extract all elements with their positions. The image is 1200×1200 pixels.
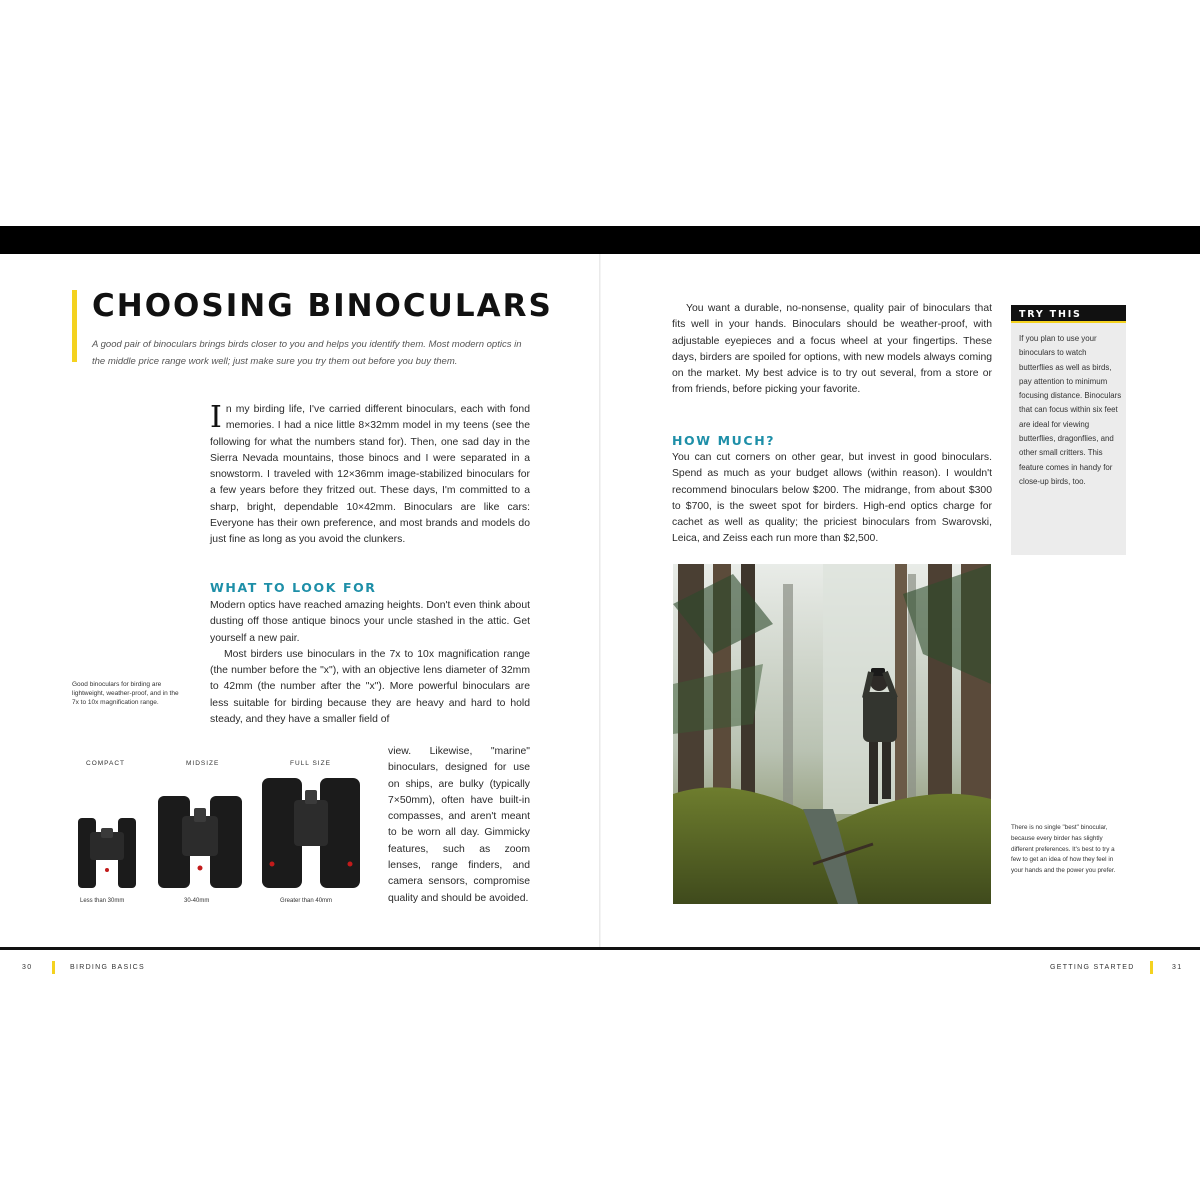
title-deck: A good pair of binoculars brings birds closer to you and helps you identify them. Most modern optics in the middle price range work well; just make sure you try them out before you buy them. — [92, 339, 522, 367]
binoculars-illustration — [70, 770, 370, 895]
size-compact: Less than 30mm — [80, 898, 125, 904]
paragraph: You can cut corners on other gear, but invest in good binoculars. Spend as much as your budget allows (within reason). I wouldn't recommend binoculars below $200. The midrange, from about $300 to $700, is the sweet spot for birders. High-end optics charge for cachet as well as quality; the priciest binoculars from Swarovski, Leica, and Zeiss each run more than $2,500. — [672, 452, 992, 545]
top-black-bar — [0, 226, 1200, 254]
paragraph: view. Likewise, "marine" binoculars, designed for use on ships, are bulky (typically 7×50mm), often have built-in compasses, and aren't meant to be worn all day. Gimmicky features, such as zoom lenses, range finders, and camera sensors, compromise quality and should be avoided. — [388, 746, 530, 904]
paragraph-text: You want a durable, no-nonsense, quality pair of binoculars that fits well in your hands. Binoculars should be weather-proof, with adjustable eyepieces and a focus wheel at your fingertips. These days, birders are spoiled for options, with new models always coming on the market. My best advice is to try out several, from a store or from friends, before picking your favorite. — [672, 303, 992, 396]
bottom-rule — [0, 947, 1200, 950]
what-to-look-for-continued — [388, 744, 530, 907]
label-compact: COMPACT — [86, 760, 126, 767]
page-title: CHOOSING BINOCULARS — [92, 288, 553, 324]
intro-paragraph — [210, 402, 530, 549]
intro-column — [210, 402, 530, 549]
paragraph: Modern optics have reached amazing heights. Don't even think about dusting off those antique binocs your uncle stashed in the attic. Get yourself a new pair. — [210, 600, 530, 644]
forest-birder-photo — [673, 564, 991, 904]
right-intro-column — [672, 301, 992, 399]
page-number-right: 31 — [1172, 964, 1183, 971]
drop-cap: I — [210, 400, 222, 435]
try-this-sidebar — [1011, 305, 1126, 555]
label-midsize: MIDSIZE — [186, 760, 220, 767]
page-number-left: 30 — [22, 964, 33, 971]
size-midsize: 30-40mm — [184, 898, 210, 904]
running-head-left: BIRDING BASICS — [70, 964, 145, 971]
heading-what-to-look-for: WHAT TO LOOK FOR — [210, 580, 377, 595]
running-head-right: GETTING STARTED — [1050, 964, 1135, 971]
binoculars-caption: Good binoculars for birding are lightweight, weather-proof, and in the 7x to 10x magnification range. — [72, 681, 179, 706]
page-gutter — [599, 254, 601, 948]
size-full-size: Greater than 40mm — [280, 898, 333, 904]
heading-how-much: HOW MUCH? — [672, 433, 776, 448]
title-accent-rule — [72, 290, 77, 362]
try-this-title: TRY THIS — [1011, 305, 1126, 323]
midsize-binoculars-icon — [158, 796, 242, 888]
try-this-text: If you plan to use your binoculars to watch butterflies as well as birds, pay attention to minimum focusing distance. Binoculars that can focus within six feet are ideal for viewing butterflies, dragonflies, and other small critters. This feature comes in handy for close-up birds, too. — [1019, 334, 1122, 486]
folio-accent-right — [1150, 961, 1153, 974]
folio-accent-left — [52, 961, 55, 974]
full-size-binoculars-icon — [262, 778, 360, 888]
what-to-look-for-body — [210, 598, 530, 728]
intro-text: n my birding life, I've carried different binoculars, each with fond memories. I had a nice little 8×32mm model in my teens (see the following for what the numbers stand for). Then, one sad day in the Sierra Nevada mountains, those binocs and I were separated in a snowstorm. I traveled with 12×36mm image-stabilized binoculars for a few years before they fritzed out. These days, I'm committed to a sharp, bright, dependable 10×42mm. Binoculars are like cars: Everyone has their own preference, and most brands and models do just fine as long as you avoid the clunkers. — [210, 404, 530, 546]
photo-caption: There is no single "best" binocular, because every birder has slightly different preferences. It's best to try a few to get an idea of how they feel in your hands and the power you prefer. — [1011, 824, 1116, 875]
paragraph — [672, 301, 992, 399]
how-much-body — [672, 450, 992, 548]
compact-binoculars-icon — [78, 818, 136, 888]
paragraph-text: Most birders use binoculars in the 7x to 10x magnification range (the number before the "x"), with an objective lens diameter of 32mm to 42mm (the number after the "x"). More powerful binoculars are less suitable for birding because they are heavy and hard to hold steady, and they have a smaller field of — [210, 648, 530, 726]
paragraph — [210, 647, 530, 728]
label-full-size: FULL SIZE — [290, 760, 331, 767]
